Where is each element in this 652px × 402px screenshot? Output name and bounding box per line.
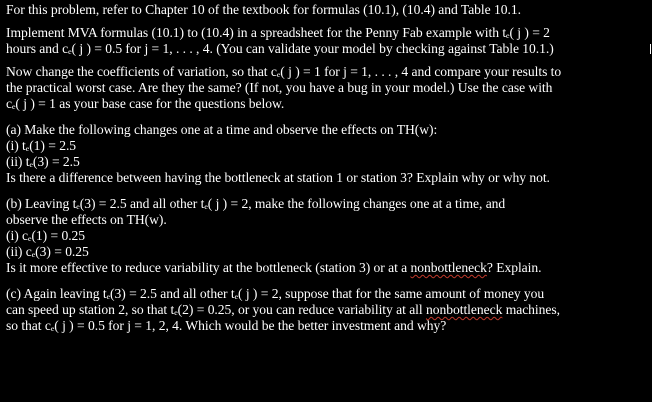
part-c (6, 286, 646, 334)
spacer (6, 57, 646, 64)
paragraph-mva-line-2: hours and cₑ( j ) = 0.5 for j = 1, . . . , 4. (You can validate your model by checking against Table 10.1.) (6, 41, 554, 56)
spellcheck-flagged-word[interactable]: nonbottleneck (410, 260, 487, 275)
problem-document (6, 2, 646, 334)
paragraph-cv-line-2: the practical worst case. Are they the same? (If not, you have a bug in your model.) Use the case with (6, 80, 553, 95)
part-b (6, 196, 646, 276)
part-b-item-ii: (ii) cₑ(3) = 0.25 (6, 244, 89, 259)
part-b-followup (6, 260, 646, 276)
part-b-question-line-1: (b) Leaving tₑ(3) = 2.5 and all other tₑ( j ) = 2, make the following changes one at a time, and (6, 196, 506, 211)
spacer (6, 186, 646, 196)
part-c-line-2 (6, 302, 646, 318)
spellcheck-flagged-word[interactable]: nonbottleneck (425, 302, 503, 317)
part-a-followup: Is there a difference between having the bottleneck at station 1 or station 3? Explain why or why not. (6, 170, 550, 185)
part-b-item-i: (i) cₑ(1) = 0.25 (6, 228, 86, 243)
part-a-item-ii: (ii) tₑ(3) = 2.5 (6, 154, 80, 169)
part-b-followup-end: ? Explain. (486, 260, 542, 275)
part-a-item-i: (i) tₑ(1) = 2.5 (6, 138, 77, 153)
paragraph-mva (6, 25, 646, 57)
part-c-line-2-text: can speed up station 2, so that tₑ(2) = 0.25, or you can reduce variability at all (6, 302, 426, 317)
spacer (6, 112, 646, 122)
text-cursor-marker (650, 44, 651, 54)
spacer (6, 18, 646, 25)
paragraph-cv (6, 64, 646, 112)
part-a-question: (a) Make the following changes one at a time and observe the effects on TH(w): (6, 122, 438, 137)
paragraph-cv-line-3: cₑ( j ) = 1 as your base case for the questions below. (6, 96, 285, 111)
part-b-followup-text: Is it more effective to reduce variability at the bottleneck (station 3) or at a (6, 260, 411, 275)
intro-line: For this problem, refer to Chapter 10 of the textbook for formulas (10.1), (10.4) and Table 10.1. (6, 2, 521, 17)
part-c-line-1: (c) Again leaving tₑ(3) = 2.5 and all other tₑ( j ) = 2, suppose that for the same amount of money you (6, 286, 545, 301)
spacer (6, 276, 646, 286)
paragraph-cv-line-1: Now change the coefficients of variation, so that cₑ( j ) = 1 for j = 1, . . . , 4 and compare your results to (6, 64, 562, 79)
part-b-question-line-2: observe the effects on TH(w). (6, 212, 167, 227)
paragraph-mva-line-1: Implement MVA formulas (10.1) to (10.4) in a spreadsheet for the Penny Fab example with tₑ( j ) = 2 (6, 25, 550, 40)
part-c-line-2-end: machines, (502, 302, 560, 317)
part-a (6, 122, 646, 186)
part-c-line-3: so that cₑ( j ) = 0.5 for j = 1, 2, 4. Which would be the better investment and why? (6, 318, 447, 333)
